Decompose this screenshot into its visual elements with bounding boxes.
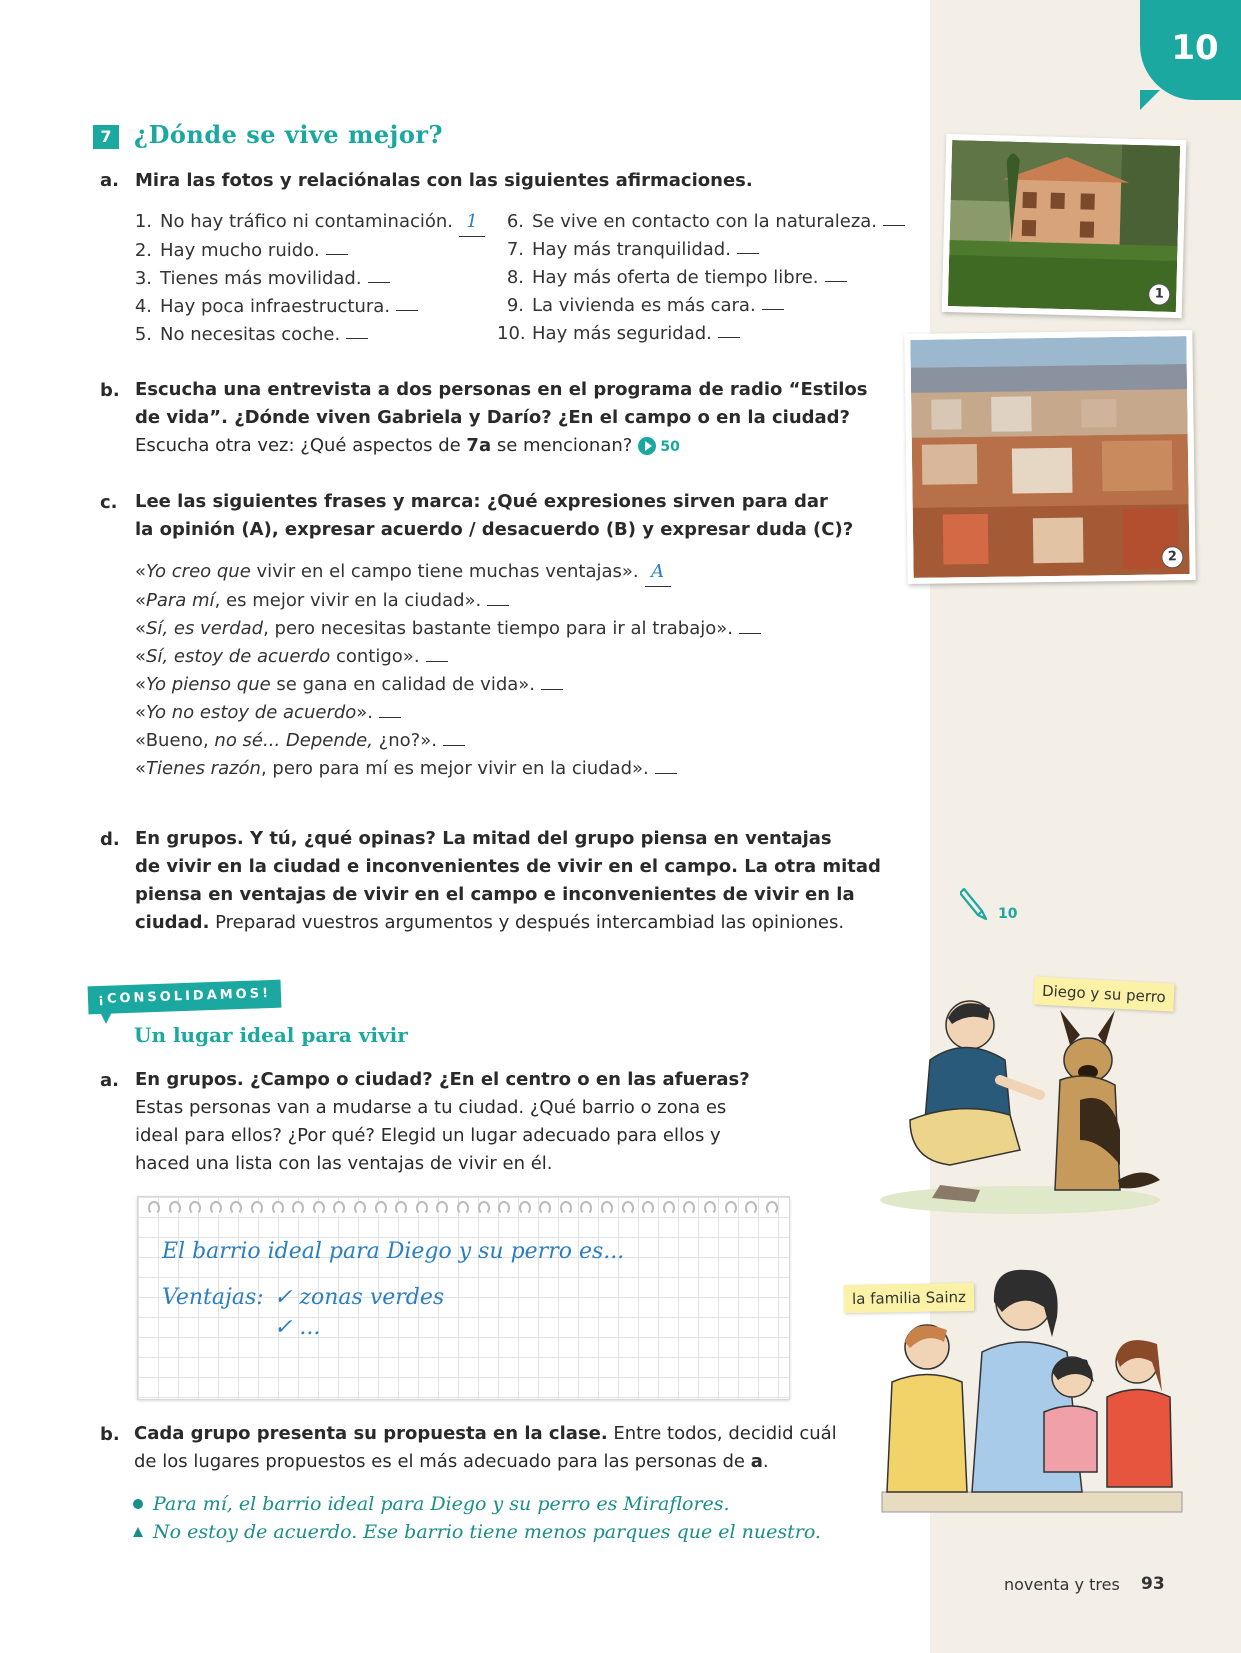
man-and-dog-illustration: [870, 990, 1170, 1220]
answer-blank[interactable]: [718, 320, 740, 338]
answer-blank[interactable]: [379, 700, 401, 718]
consolidamos-b-text: Cada grupo presenta su propuesta en la clase. Entre todos, decidid cuál de los lugares propuestos es el más adecuado para las personas de a.: [134, 1423, 837, 1472]
statement-1: 1. No hay tráfico ni contaminación. 1: [125, 208, 485, 237]
answer-blank[interactable]: [326, 237, 348, 255]
consolidamos-tag: ¡CONSOLIDAMOS!: [88, 980, 282, 1015]
consolidamos-b-letter: b.: [100, 1424, 120, 1445]
quote-8: «Tienes razón, pero para mí es mejor vivir en la ciudad».: [135, 755, 761, 783]
statement-6: 6. Se vive en contacto con la naturaleza.: [497, 208, 905, 236]
quote-3: «Sí, es verdad, pero necesitas bastante tiempo para ir al trabajo».: [135, 615, 761, 643]
answer-blank[interactable]: [346, 321, 368, 339]
exercise-b-text: Escucha una entrevista a dos personas en el programa de radio “Estilos de vida”. ¿Dónde viven Gabriela y Darío? ¿En el campo o en la ciudad? Escucha otra vez: ¿Qué aspectos de 7a se mencionan? 50: [135, 379, 868, 456]
workbook-reference: 10: [998, 906, 1018, 922]
notebook-label-ventajas: Ventajas:: [162, 1285, 264, 1310]
notebook-rings: [148, 1201, 778, 1221]
photo-city: [904, 330, 1195, 584]
photo-badge-1: 1: [1148, 283, 1171, 306]
quote-1: «Yo creo que vivir en el campo tiene muchas ventajas». A: [135, 558, 761, 587]
photo-badge-2: 2: [1161, 546, 1183, 568]
answer-blank[interactable]: [368, 265, 390, 283]
answer-blank[interactable]: [541, 672, 563, 690]
answer-blank[interactable]: [762, 292, 784, 310]
statement-3: 3. Tienes más movilidad.: [125, 265, 485, 293]
countryside-house-image: [948, 140, 1180, 312]
notebook-sheet: [137, 1196, 790, 1400]
section-title: ¿Dónde se vive mejor?: [134, 120, 444, 149]
page-number: 93: [1141, 1574, 1165, 1594]
statement-8: 8. Hay más oferta de tiempo libre.: [497, 264, 905, 292]
consolidamos-tag-tail: [98, 1008, 114, 1024]
answer-blank[interactable]: [426, 644, 448, 662]
statement-5: 5. No necesitas coche.: [125, 321, 485, 349]
page-number-words: noventa y tres: [1004, 1575, 1120, 1594]
answer-blank[interactable]: [737, 236, 759, 254]
answer-blank[interactable]: [655, 756, 677, 774]
consolidamos-title: Un lugar ideal para vivir: [134, 1023, 408, 1047]
answer-blank[interactable]: [883, 208, 905, 226]
quotes-list: [135, 558, 761, 783]
statement-7: 7. Hay más tranquilidad.: [497, 236, 905, 264]
audio-play-icon[interactable]: [638, 437, 656, 455]
statement-9: 9. La vivienda es más cara.: [497, 292, 905, 320]
statements-right: [497, 208, 905, 348]
statement-2: 2. Hay mucho ruido.: [125, 237, 485, 265]
exercise-d-text: En grupos. Y tú, ¿qué opinas? La mitad del grupo piensa en ventajas de vivir en la ciudad e inconvenientes de vivir en el campo. La otra mitad piensa en ventajas de vivir en el campo e inconvenientes de vivir en la ciudad. Preparad vuestros argumentos y después intercambiad las opiniones.: [135, 828, 881, 933]
statement-10: 10. Hay más seguridad.: [497, 320, 905, 348]
answer-blank[interactable]: 1: [459, 208, 485, 237]
statement-4: 4. Hay poca infraestructura.: [125, 293, 485, 321]
notebook-item-2: ✓ ...: [274, 1315, 321, 1340]
dialog-line-2: No estoy de acuerdo. Ese barrio tiene menos parques que el nuestro.: [133, 1518, 821, 1546]
quote-7: «Bueno, no sé... Depende, ¿no?».: [135, 727, 761, 755]
answer-blank[interactable]: [739, 616, 761, 634]
consolidamos-a-letter: a.: [100, 1070, 119, 1091]
dialog-line-1: Para mí, el barrio ideal para Diego y su perro es Miraflores.: [133, 1490, 821, 1518]
quote-4: «Sí, estoy de acuerdo contigo».: [135, 643, 761, 671]
pencil-icon: [960, 885, 992, 921]
sample-dialog: [133, 1490, 821, 1546]
sticky-note-familia: la familia Sainz: [844, 1283, 974, 1313]
answer-blank[interactable]: [443, 728, 465, 746]
exercise-c-instruction: Lee las siguientes frases y marca: ¿Qué expresiones sirven para dar la opinión (A), expresar acuerdo / desacuerdo (B) y expresar duda (C)?: [135, 491, 854, 540]
consolidamos-a-text: En grupos. ¿Campo o ciudad? ¿En el centro o en las afueras? Estas personas van a mudarse a tu ciudad. ¿Qué barrio o zona es ideal para ellos? ¿Por qué? Elegid un lugar adecuado para ellos y haced una lista con las ventajas de vivir en él.: [135, 1069, 750, 1174]
bullet-triangle-icon: [133, 1527, 143, 1537]
exercise-a-instruction: Mira las fotos y relaciónalas con las siguientes afirmaciones.: [135, 170, 753, 191]
section-number: 7: [93, 125, 119, 149]
answer-blank[interactable]: A: [645, 558, 671, 587]
bullet-circle-icon: [133, 1499, 143, 1509]
chapter-number: 10: [1171, 28, 1219, 68]
photo-countryside: [942, 134, 1187, 318]
notebook-item-1: ✓ zonas verdes: [274, 1285, 445, 1310]
audio-track-number: 50: [660, 439, 680, 455]
exercise-a-letter: a.: [100, 170, 119, 191]
answer-blank[interactable]: [487, 588, 509, 606]
city-rooftops-image: [910, 336, 1189, 578]
exercise-b-letter: b.: [100, 380, 120, 401]
exercise-c-letter: c.: [100, 492, 118, 513]
quote-6: «Yo no estoy de acuerdo».: [135, 699, 761, 727]
answer-blank[interactable]: [825, 264, 847, 282]
quote-2: «Para mí, es mejor vivir en la ciudad».: [135, 587, 761, 615]
notebook-line-1: El barrio ideal para Diego y su perro es...: [162, 1239, 625, 1264]
sticky-note-diego: Diego y su perro: [1033, 976, 1174, 1011]
family-illustration: [872, 1262, 1190, 1532]
answer-blank[interactable]: [396, 293, 418, 311]
exercise-d-letter: d.: [100, 829, 120, 850]
quote-5: «Yo pienso que se gana en calidad de vida».: [135, 671, 761, 699]
statements-left: [125, 208, 485, 349]
